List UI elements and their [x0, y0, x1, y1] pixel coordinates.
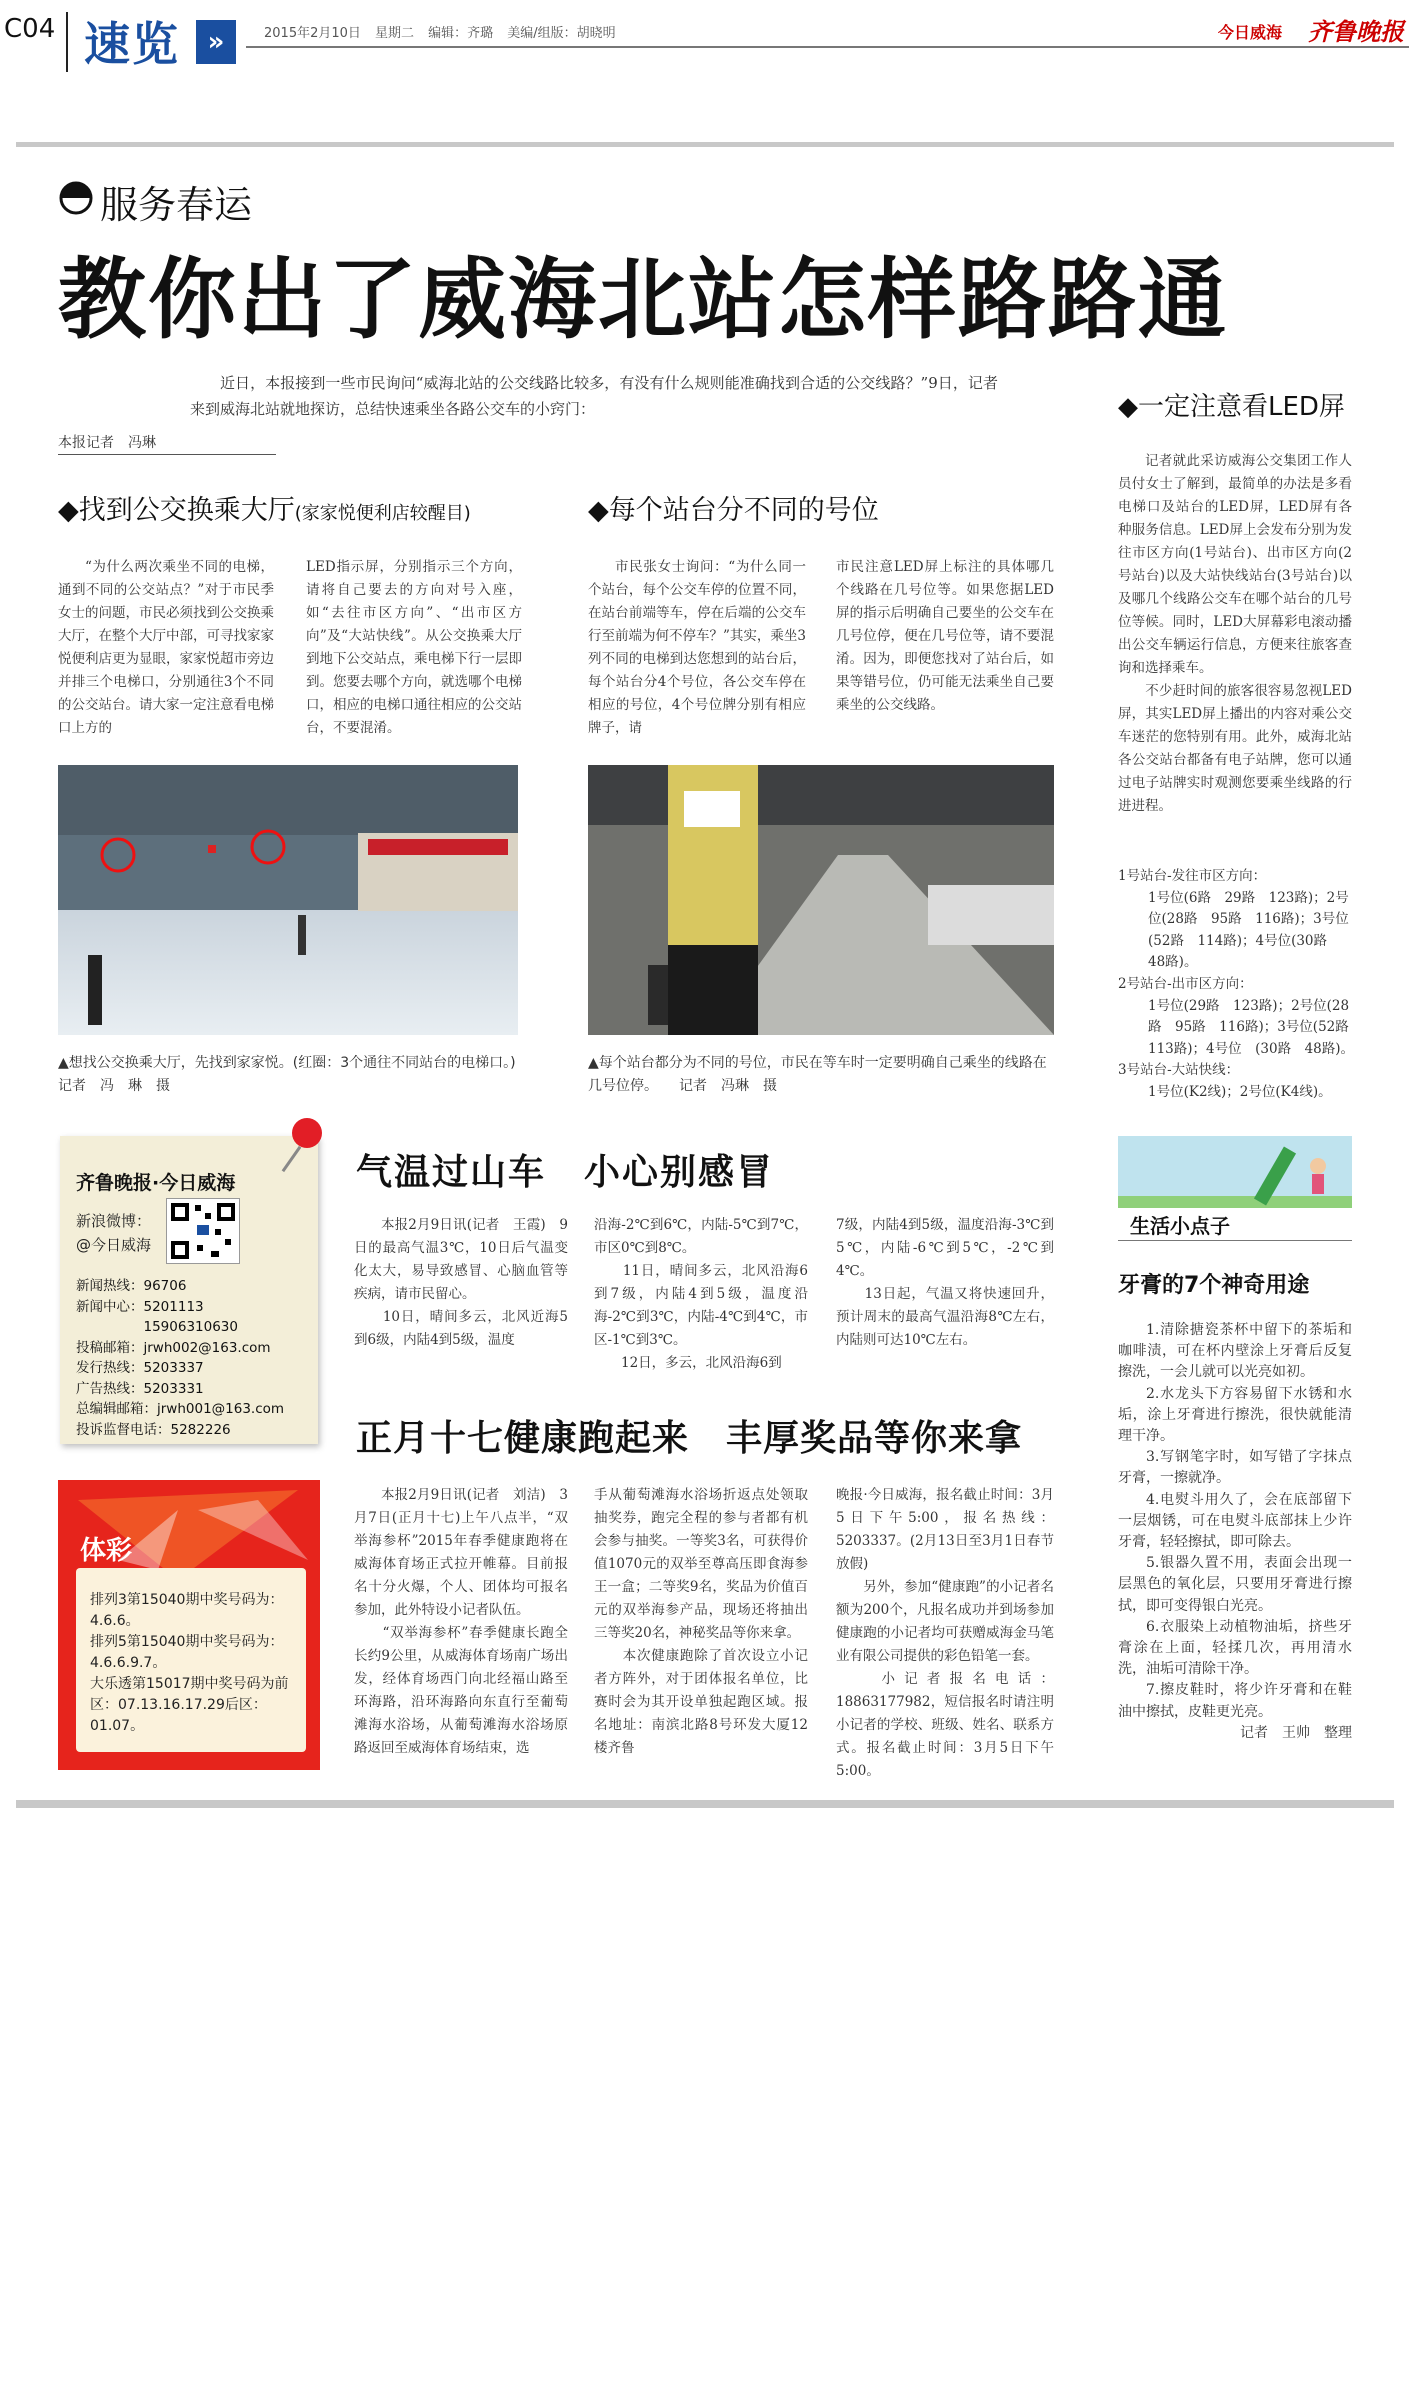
- led-body: 记者就此采访威海公交集团工作人员付女士了解到，最简单的办法是多看电梯口及站台的LED屏，LED屏有各种服务信息。LED屏上会发布分别为发往市区方向(1号站台)、出市区方向(2号站台)以及大站快线站台(3号站台)以及哪几个线路公交车在哪个站台的几号位等候。同时，LED大屏幕彩电滚动播出公交车辆运行信息，方便来往旅客查询和选择乘车。 不少赶时间的旅客很容易忽视LED屏，其实LED屏上播出的内容对乘公交车迷茫的您特别有用。此外，威海北站各公交站台都备有电子站牌，您可以通过电子站牌实时观测您要乘坐线路的行进进程。: [1118, 453, 1352, 814]
- contact-line: 总编辑邮箱：jrwh001@163.com: [76, 1401, 285, 1417]
- weibo-handle: @今日威海: [76, 1236, 152, 1254]
- lottery-item: 排列5第15040期中奖号码为：4.6.6.9.7。: [90, 1634, 284, 1671]
- contact-line: 投诉监督电话：5282226: [76, 1421, 231, 1438]
- life-tip: 2.水龙头下方容易留下水锈和水垢，涂上牙膏进行擦洗，很快就能清理干净。: [1118, 1385, 1352, 1445]
- lottery-item: 排列3第15040期中奖号码为：4.6.6。: [90, 1592, 284, 1629]
- life-tips-title: 牙膏的7个神奇用途: [1118, 1273, 1310, 1298]
- life-tips-body: [1118, 1320, 1352, 1744]
- sec1-column-1: “为什么两次乘坐不同的电梯，通到不同的公交站点？”对于市民季女士的问题，市民必须找到公交换乘大厅，在整个大厅中部，可寻找家家悦便利店更为显眼，家家悦超市旁边并排三个电梯口，分别通往3个不同的公交站台。请大家一定注意看电梯口上方的: [58, 559, 274, 736]
- station-2-title: 2号站台-出市区方向：: [1118, 975, 1253, 992]
- station-3-title: 3号站台-大站快线：: [1118, 1062, 1240, 1079]
- section-title: 速览: [84, 17, 180, 71]
- life-tips-illustration: [1118, 1136, 1352, 1208]
- bottom-divider: [16, 1800, 1394, 1808]
- transfer-hall-photo: [58, 765, 518, 1035]
- life-tip: 7.擦皮鞋时，将少许牙膏和在鞋油中擦拭，皮鞋更光亮。: [1118, 1682, 1352, 1720]
- contact-lines: [76, 1276, 306, 1440]
- contact-line: 投稿邮箱：jrwh002@163.com: [76, 1339, 271, 1356]
- article-kicker: 服务春运: [100, 183, 253, 227]
- qr-code-icon: [166, 1198, 240, 1264]
- lottery-item: 大乐透第15017期中奖号码为前区：07.13.16.17.29后区：01.07。: [90, 1676, 289, 1734]
- led-heading: ◆一定注意看LED屏: [1118, 392, 1345, 422]
- lottery-results: [90, 1590, 300, 1737]
- paper-logo: 齐鲁晚报: [1308, 18, 1404, 46]
- run-column-1: 本报2月9日讯(记者 刘洁) 3月7日(正月十七)上午八点半，“双举海参杯”2015年春季健康跑将在威海体育场正式拉开帷幕。目前报名十分火爆，个人、团体均可报名参加，此外特设小记者队伍。 “双举海参杯”春季健康长跑全长约9公里，从威海体育场南广场出发，经体育场西门向北经福山路至环海路，沿环海路向东直行至葡萄滩海水浴场，从葡萄滩海水浴场原路返回至威海体育场结束，选: [354, 1487, 568, 1756]
- bus-platform-photo: [588, 765, 1054, 1035]
- weather-column-2: 沿海-2℃到6℃，内陆-5℃到7℃，市区0℃到8℃。 11日，晴间多云，北风沿海6到7级，内陆4到5级，温度沿海-2℃到3℃，内陆-4℃到4℃，市区-1℃到3℃。 12日，多云，北风沿海6到: [594, 1217, 808, 1371]
- station-list: [1118, 866, 1363, 1104]
- run-column-3: 晚报·今日威海，报名截止时间：3月5日下午5:00，报名热线：5203337。(2月13日至3月1日春节放假) 另外，参加“健康跑”的小记者名额为200个，凡报名成功并到场参加健康跑的小记者均可获赠威海金马笔业有限公司提供的彩色铅笔一套。 小记者报名电话：18863177982，短信报名时请注明小记者的学校、班级、姓名、联系方式。报名截止时间：3月5日下午5:00。: [836, 1487, 1054, 1779]
- page-number: C04: [4, 14, 56, 44]
- contact-line: 发行热线：5203337: [76, 1360, 204, 1376]
- station-1-lines: 1号位(6路 29路 123路)；2号位(28路 95路 116路)；3号位(52路 114路)；4号位(30路 48路)。: [1148, 889, 1349, 971]
- weather-column-3: 7级，内陆4到5级，温度沿海-3℃到5℃，内陆-6℃到5℃，-2℃到4℃。 13日起，气温又将快速回升，预计周末的最高气温沿海8℃左右，内陆则可达10℃左右。: [836, 1217, 1054, 1348]
- life-tips-signature: 记者 王帅 整理: [1240, 1724, 1352, 1741]
- sec2-column-1: 市民张女士询问：“为什么同一个站台，每个公交车停的位置不同，在站台前端等车，停在后端的公交车行至前端为何不停车？”其实，乘坐3列不同的电梯到达您想到的站台后，每个站台分4个号位，各公交车停在相应的号位，4个号位牌分别有相应牌子，请: [588, 559, 806, 736]
- life-rule: [1118, 1240, 1352, 1241]
- section-arrow-icon: »: [196, 20, 236, 64]
- sec1-title: ◆找到公交换乘大厅: [58, 495, 295, 526]
- header-divider: [66, 12, 68, 72]
- weather-headline: 气温过山车 小心别感冒: [356, 1152, 775, 1193]
- sec2-column-2: 市民注意LED屏上标注的具体哪几个线路在几号位等。如果您据LED屏的指示后明确自己要坐的公交车在几号位停，便在几号位等，请不要混淆。因为，即便您找对了站台后，如果等错号位，仍可能无法乘坐自己要乘坐的公交线路。: [836, 559, 1054, 713]
- life-tip: 6.衣服染上动植物油垢，挤些牙膏涂在上面，轻揉几次，再用清水洗，油垢可清除干净。: [1118, 1618, 1352, 1678]
- sec1-column-2: LED指示屏，分别指示三个方向，请将自己要去的方向对号入座，如“去往市区方向”、“出市区方向”及“大站快线”。从公交换乘大厅到地下公交站点，乘电梯下行一层即到。您要去哪个方向，就选哪个电梯口，相应的电梯口通往相应的公交站台，不要混淆。: [306, 559, 522, 736]
- contact-line: 新闻热线：96706: [76, 1278, 187, 1294]
- life-tip: 3.写钢笔字时，如写错了字抹点牙膏，一擦就净。: [1118, 1449, 1352, 1487]
- half-circle-icon: [58, 180, 94, 216]
- sec1-heading: [58, 488, 471, 527]
- article-headline: 教你出了威海北站怎样路路通: [58, 248, 1229, 351]
- sec1-title-note: (家家悦便利店较醒目): [294, 503, 471, 524]
- contact-line: 新闻中心：5201113: [76, 1298, 204, 1315]
- issue-meta: 2015年2月10日 星期二 编辑：齐璐 美编/组版：胡晓明: [264, 26, 616, 41]
- header-rule: [246, 46, 1409, 48]
- weather-column-1: 本报2月9日讯(记者 王霞) 9日的最高气温3℃，10日后气温变化太大，易导致感冒、心脑血管等疾病，请市民留心。 10日，晴间多云，北风近海5到6级，内陆4到5级，温度: [354, 1217, 568, 1348]
- byline-rule: [58, 454, 276, 455]
- weibo-label: 新浪微博：: [76, 1212, 152, 1230]
- station-1-title: 1号站台-发往市区方向：: [1118, 868, 1267, 884]
- pushpin-icon: [292, 1118, 322, 1148]
- run-headline: 正月十七健康跑起来 丰厚奖品等你来拿: [356, 1418, 1023, 1459]
- contact-line: 广告热线：5203331: [76, 1380, 204, 1397]
- sec2-photo-caption: ▲每个站台都分为不同的号位，市民在等车时一定要明确自己乘坐的线路在几号位停。 记者 冯琳 摄: [588, 1055, 1047, 1094]
- life-tip: 1.清除搪瓷茶杯中留下的茶垢和咖啡渍，可在杯内壁涂上牙膏后反复擦洗，一会儿就可以光亮如初。: [1118, 1322, 1352, 1381]
- station-3-lines: 1号位(K2线)；2号位(K4线)。: [1148, 1083, 1332, 1100]
- run-column-2: 手从葡萄滩海水浴场折返点处领取抽奖券，跑完全程的参与者都有机会参与抽奖。一等奖3名，可获得价值1070元的双举至尊高压即食海参王一盒；二等奖9名，奖品为价值百元的双举海参产品，现场还将抽出三等奖20名，神秘奖品等你来拿。 本次健康跑除了首次设立小记者方阵外，对于团体报名单位，比赛时会为其开设单独起跑区域。报名地址：南滨北路8号环发大厦12楼齐鲁: [594, 1487, 808, 1756]
- sec1-photo-caption: ▲想找公交换乘大厅，先找到家家悦。(红圈：3个通往不同站台的电梯口。) 记者 冯 琳 摄: [58, 1055, 572, 1094]
- lottery-label: 体彩: [80, 1536, 133, 1566]
- contact-line: 15906310630: [76, 1319, 238, 1335]
- paper-local-edition: 今日威海: [1218, 23, 1283, 42]
- life-tips-label: 生活小点子: [1130, 1214, 1230, 1238]
- top-divider: [16, 142, 1394, 147]
- station-2-lines: 1号位(29路 123路)；2号位(28路 95路 116路)；3号位(52路 113路)；4号位 (30路 48路)。: [1148, 997, 1363, 1057]
- life-tip: 5.银器久置不用，表面会出现一层黑色的氧化层，只要用牙膏进行擦拭，即可变得银白光亮。: [1118, 1555, 1352, 1614]
- article-lead: 近日，本报接到一些市民询问“威海北站的公交线路比较多，有没有什么规则能准确找到合适的公交线路？”9日，记者来到威海北站就地探访，总结快速乘坐各路公交车的小窍门：: [190, 374, 998, 418]
- life-tip: 4.电熨斗用久了，会在底部留下一层烟锈，可在电熨斗底部抹上少许牙膏，轻轻擦拭，即可除去。: [1118, 1491, 1352, 1551]
- note-title: 齐鲁晚报·今日威海: [76, 1172, 236, 1194]
- sec2-heading: ◆每个站台分不同的号位: [588, 495, 879, 526]
- article-byline: 本报记者 冯琳: [58, 435, 156, 451]
